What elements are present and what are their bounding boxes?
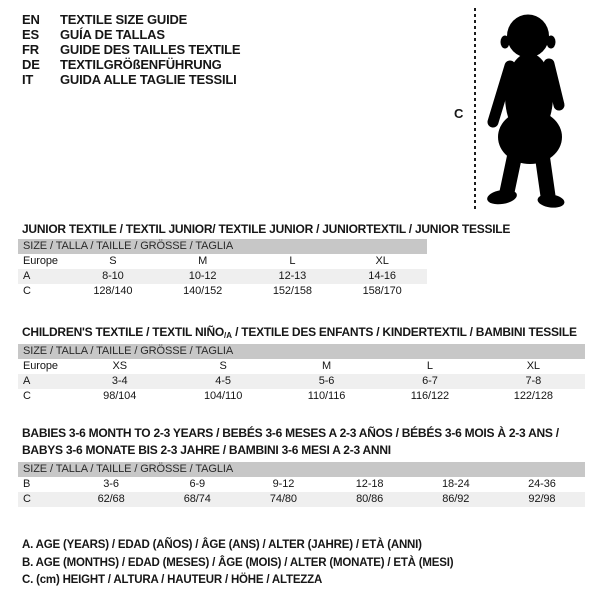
table-row-a [18,374,585,389]
table-cell: 10-12 [188,270,217,282]
footnote-line: B. AGE (MONTHS) / EDAD (MESES) / ÂGE (MOIS) / ALTER (MONATE) / ETÀ (MESI) [22,556,454,569]
section-title-junior [22,221,510,238]
row-label: C [23,390,31,402]
table-cell: 98/104 [103,390,137,402]
table-cell: 104/110 [203,390,243,402]
language-code: IT [22,72,34,87]
row-label: Europe [23,360,58,372]
table-cell: 3-6 [103,478,119,490]
language-row-fr [22,42,240,57]
table-cell: 86/92 [442,493,470,505]
language-title-list [22,12,240,87]
baby-silhouette-icon [482,6,574,209]
table-cell: 8-10 [102,270,124,282]
table-cell: 68/74 [183,493,211,505]
table-cell: 6-7 [422,375,438,387]
table-cell: M [198,255,208,267]
row-label: B [23,478,31,490]
table-cell: 7-8 [525,375,542,387]
table-cell: 122/128 [513,390,553,402]
language-guide-title: TEXTILE SIZE GUIDE [60,12,188,27]
height-measure-dashed-line [474,8,476,209]
table-cell: 12-13 [278,270,307,282]
section-title-sub: /A [223,331,232,340]
size-table-header-bar: SIZE / TALLA / TAILLE / GRÖSSE / TAGLIA [18,239,427,254]
table-row-c [18,389,585,404]
row-label: Europe [23,255,58,267]
row-label: A [23,270,31,282]
language-guide-title: GUIDE DES TAILLES TEXTILE [60,42,241,57]
section-title-babies [22,425,559,459]
table-cell: 4-5 [215,375,231,387]
table-row-europe [18,359,585,374]
size-table-babies [18,462,585,507]
table-row-c [18,492,585,507]
table-cell: L [426,360,433,372]
language-guide-title: GUÍA DE TALLAS [60,27,165,42]
table-cell: 6-9 [189,478,206,490]
language-row-de [22,57,240,72]
height-measure-label: C [454,106,464,121]
section-title-suffix: / TEXTILE DES ENFANTS / KINDERTEXTIL / BAMBINI TESSILE [231,325,577,339]
language-row-en [22,12,240,27]
table-cell: XL [375,255,389,267]
language-code: DE [22,57,40,72]
language-guide-title: TEXTILGRÖßENFÜHRUNG [60,57,222,72]
footnote-line: C. (cm) HEIGHT / ALTURA / HAUTEUR / HÖHE / ALTEZZA [22,574,323,586]
section-title-prefix: CHILDREN'S TEXTILE / TEXTIL NIÑO [22,325,224,339]
table-cell: S [219,360,227,372]
table-row-a [18,269,427,284]
table-cell: 110/116 [307,390,346,402]
table-cell: S [109,255,117,267]
footnote-line: A. AGE (YEARS) / EDAD (AÑOS) / ÂGE (ANS) / ALTER (JAHRE) / ETÀ (ANNI) [22,539,422,551]
size-table-junior [18,239,427,299]
size-table-children [18,344,585,404]
footnote-legend [22,537,453,590]
table-cell: 62/68 [97,493,125,505]
table-cell: L [289,255,296,267]
table-cell: M [321,360,332,372]
table-row-europe [18,254,427,269]
table-cell: 5-6 [318,375,335,387]
table-cell: 128/140 [93,285,133,297]
table-cell: 140/152 [183,285,223,297]
section-title-children [22,324,577,344]
table-row-c [18,284,427,299]
row-label: A [23,375,31,387]
table-cell: 152/158 [272,285,312,297]
table-cell: XS [112,360,127,372]
table-cell: 116/122 [410,390,450,402]
table-cell: 158/170 [362,285,402,297]
table-cell: 12-18 [355,478,384,490]
table-cell: 74/80 [269,493,297,505]
row-label: C [23,493,31,505]
language-row-it [22,72,240,87]
section-title-line: BABYS 3-6 MONATE BIS 2-3 JAHRE / BAMBINI 3-6 MESI A 2-3 ANNI [22,443,391,457]
table-cell: 92/98 [528,493,556,505]
language-code: EN [22,12,40,27]
table-cell: 14-16 [368,270,396,282]
section-title-line: BABIES 3-6 MONTH TO 2-3 YEARS / BEBÉS 3-6 MESES A 2-3 AÑOS / BÉBÉS 3-6 MOIS À 2-3 ANS / [22,426,559,440]
size-table-header-bar: SIZE / TALLA / TAILLE / GRÖSSE / TAGLIA [18,344,585,359]
table-cell: 9-12 [272,478,295,490]
row-label: C [23,285,31,297]
size-table-header-bar: SIZE / TALLA / TAILLE / GRÖSSE / TAGLIA [18,462,585,477]
language-code: ES [22,27,39,42]
table-cell: 3-4 [111,375,128,387]
table-cell: 80/86 [356,493,384,505]
table-row-b [18,477,585,492]
table-cell: 18-24 [441,478,470,490]
language-row-es [22,27,240,42]
language-guide-title: GUIDA ALLE TAGLIE TESSILI [60,72,237,87]
language-code: FR [22,42,39,57]
section-title-line: JUNIOR TEXTILE / TEXTIL JUNIOR/ TEXTILE JUNIOR / JUNIORTEXTIL / JUNIOR TESSILE [22,222,511,236]
table-cell: 24-36 [528,478,556,490]
table-cell: XL [526,360,540,372]
